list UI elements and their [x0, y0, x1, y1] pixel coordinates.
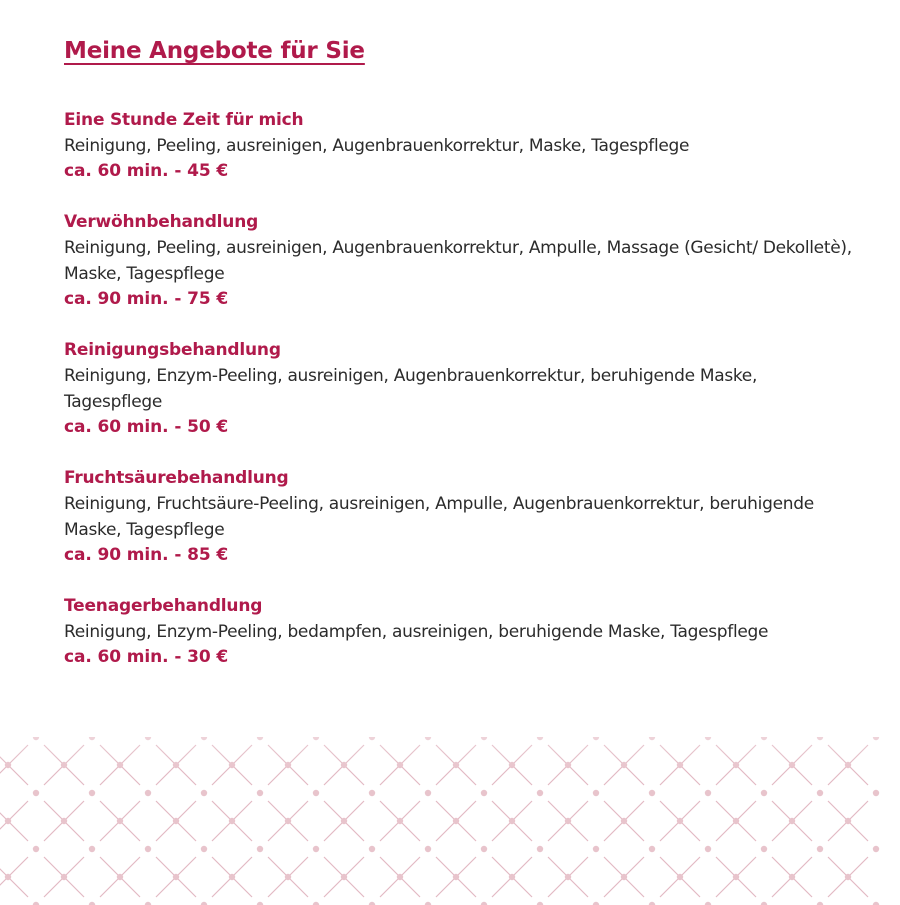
offer-item	[64, 338, 854, 440]
offer-name: Teenagerbehandlung	[64, 596, 263, 616]
offer-description: Reinigung, Enzym-Peeling, ausreinigen, Augenbrauenkorrektur, beruhigende Maske, Tagespflege	[64, 366, 758, 412]
offer-name: Eine Stunde Zeit für mich	[64, 110, 304, 130]
offer-name: Fruchtsäurebehandlung	[64, 468, 289, 488]
offer-name: Reinigungsbehandlung	[64, 340, 281, 360]
offer-description: Reinigung, Peeling, ausreinigen, Augenbrauenkorrektur, Maske, Tagespflege	[64, 136, 690, 156]
offer-item	[64, 108, 854, 184]
offer-list	[64, 108, 854, 696]
offer-price: ca. 60 min. - 30 €	[64, 647, 229, 667]
offer-price: ca. 60 min. - 50 €	[64, 417, 229, 437]
offer-price: ca. 90 min. - 75 €	[64, 289, 229, 309]
offer-description: Reinigung, Peeling, ausreinigen, Augenbrauenkorrektur, Ampulle, Massage (Gesicht/ Dekolletè), Maske, Tagespflege	[64, 238, 852, 284]
offer-name: Verwöhnbehandlung	[64, 212, 259, 232]
decorative-lattice-pattern	[0, 725, 900, 905]
offer-item	[64, 210, 854, 312]
offer-description: Reinigung, Enzym-Peeling, bedampfen, ausreinigen, beruhigende Maske, Tagespflege	[64, 622, 769, 642]
offer-item	[64, 594, 854, 670]
offer-description: Reinigung, Fruchtsäure-Peeling, ausreinigen, Ampulle, Augenbrauenkorrektur, beruhigende Maske, Tagespflege	[64, 494, 814, 540]
offer-item	[64, 466, 854, 568]
page-title: Meine Angebote für Sie	[64, 38, 365, 64]
offer-price: ca. 90 min. - 85 €	[64, 545, 229, 565]
offer-price: ca. 60 min. - 45 €	[64, 161, 229, 181]
